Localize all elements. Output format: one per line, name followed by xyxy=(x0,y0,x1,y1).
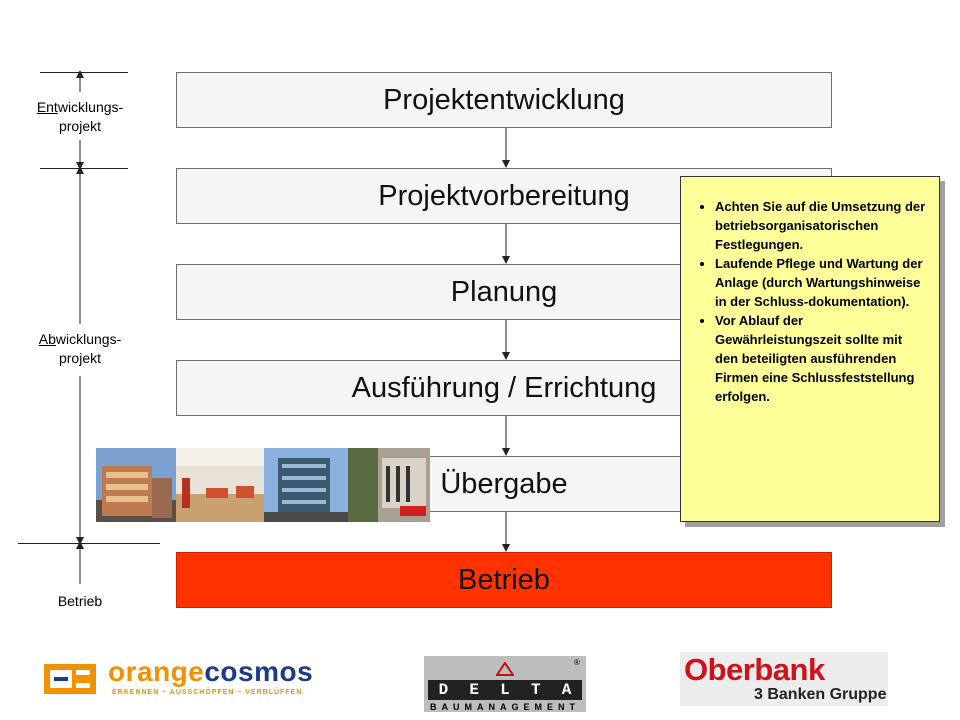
side-label-entwicklung-underlined: Ent xyxy=(36,99,58,115)
phase-label: Übergabe xyxy=(440,467,568,500)
phase-label: Ausführung / Errichtung xyxy=(351,371,657,404)
building-photo-1 xyxy=(96,448,176,522)
phase-betrieb xyxy=(176,552,832,608)
delta-subtitle: BAUMANAGEMENT xyxy=(430,702,580,712)
phase-projektentwicklung xyxy=(176,72,832,128)
note-box xyxy=(680,176,940,522)
side-label-betrieb: Betrieb xyxy=(57,593,103,609)
side-label-entwicklungsprojekt xyxy=(20,98,140,136)
building-photo-3 xyxy=(264,448,348,522)
delta-letter-e: E xyxy=(469,681,479,699)
delta-triangle-icon xyxy=(496,662,514,676)
delta-registered-mark: ® xyxy=(574,658,580,667)
oberbank-name: Oberbank xyxy=(684,652,825,687)
side-label-abwicklung-line2: projekt xyxy=(58,350,102,366)
side-label-abwicklung-rest: wicklungs- xyxy=(55,331,122,347)
side-label-entwicklung-rest: wicklungs- xyxy=(57,99,124,115)
phase-label: Projektvorbereitung xyxy=(378,179,630,212)
delta-logo xyxy=(424,656,586,712)
flow-arrows xyxy=(490,128,522,554)
phase-label: Projektentwicklung xyxy=(383,83,625,116)
note-bullet-1: • Achten Sie auf die Umsetzung der betriebsorganisatorischen Festlegungen. xyxy=(715,197,927,254)
building-photo-2 xyxy=(176,448,264,522)
orangecosmos-part1: orange xyxy=(108,656,205,687)
timeline-arrows xyxy=(0,0,170,620)
orangecosmos-part2: cosmos xyxy=(204,656,314,687)
orangecosmos-logo-icon xyxy=(44,664,96,694)
side-label-abwicklung-underlined: Ab xyxy=(38,331,56,347)
note-bullet-2: • Laufende Pflege und Wartung der Anlage (durch Wartungshinweise in der Schluss-dokumentation). xyxy=(715,254,927,311)
building-photo-4 xyxy=(348,448,430,522)
delta-letter-d: D xyxy=(438,681,449,699)
phase-label: Planung xyxy=(450,275,558,308)
oberbank-logo xyxy=(680,652,888,706)
delta-letter-t: T xyxy=(530,681,541,699)
delta-letter-l: L xyxy=(500,681,510,699)
orangecosmos-tagline: ERKENNEN – AUSSCHÖPFEN – VERBLÜFFEN xyxy=(112,689,303,696)
phase-label: Betrieb xyxy=(458,563,550,596)
delta-letter-a: A xyxy=(561,681,572,699)
delta-letters xyxy=(428,680,582,700)
side-label-abwicklungsprojekt xyxy=(20,330,140,368)
orangecosmos-wordmark xyxy=(108,656,313,688)
note-bullet-3: • Vor Ablauf der Gewährleistungszeit sollte mit den beteiligten ausführenden Firmen eine Schlussfeststellung erfolgen. xyxy=(715,311,927,406)
side-label-entwicklung-line2: projekt xyxy=(58,118,102,134)
oberbank-subtitle: 3 Banken Gruppe xyxy=(754,686,887,703)
